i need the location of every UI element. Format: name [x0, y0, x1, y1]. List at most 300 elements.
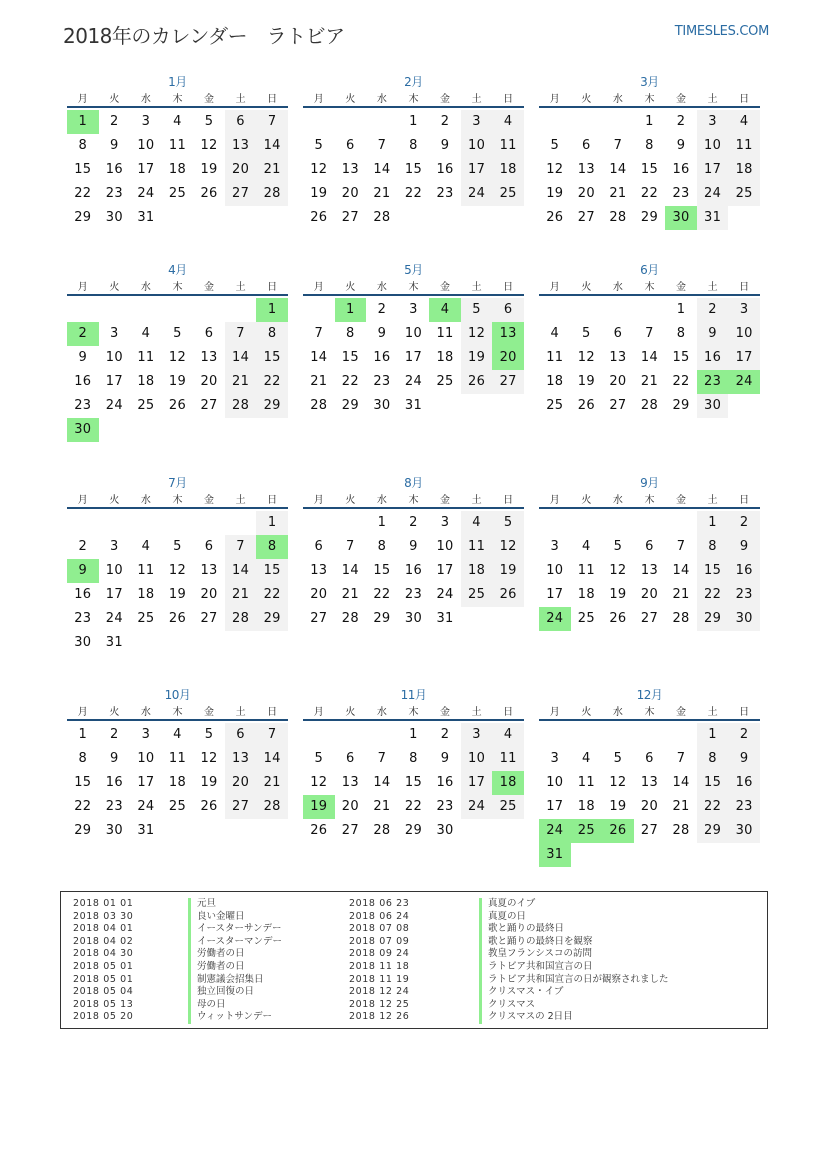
holiday-name: 良い金曜日 [188, 911, 282, 924]
weekday-label: 水 [376, 495, 387, 506]
weekday-label: 金 [676, 495, 687, 506]
day-cell: 22 [74, 799, 92, 814]
weekday-label: 木 [408, 495, 419, 506]
day-blank [539, 511, 571, 535]
day-cell: 19 [577, 374, 595, 389]
day-cell-holiday: 24 [539, 819, 571, 843]
day-cell: 31 [105, 635, 123, 650]
day-cell: 19 [200, 775, 218, 790]
day-cell: 21 [672, 799, 690, 814]
day-cell: 8 [697, 747, 729, 771]
weekday-label: 月 [77, 282, 88, 293]
day-cell: 21 [310, 374, 328, 389]
day-cell: 28 [640, 398, 659, 413]
day-cell: 20 [225, 158, 257, 182]
day-cell: 31 [137, 823, 155, 838]
day-cell: 24 [461, 182, 493, 206]
day-cell: 26 [310, 210, 328, 225]
day-cell: 8 [676, 326, 686, 341]
day-cell: 19 [546, 186, 564, 201]
holiday-name: 教皇フランシスコの訪問 [479, 948, 669, 961]
day-cell: 28 [310, 398, 328, 413]
day-cell: 20 [341, 186, 359, 201]
day-cell: 8 [377, 539, 387, 554]
day-grid [67, 511, 288, 655]
day-blank [67, 511, 99, 535]
weekday-label: 火 [581, 282, 592, 293]
day-cell: 29 [256, 394, 288, 418]
day-cell-holiday: 26 [602, 819, 634, 843]
day-cell: 3 [110, 539, 119, 554]
holiday-name: 労働者の日 [188, 948, 282, 961]
day-blank [571, 511, 603, 535]
day-cell: 25 [546, 398, 564, 413]
holiday-date: 2018 05 20 [73, 1011, 134, 1023]
weekday-label: 火 [109, 495, 120, 506]
month-name: 12月 [636, 688, 663, 702]
day-cell: 22 [672, 374, 690, 389]
holiday-date: 2018 09 24 [349, 948, 410, 960]
day-cell: 17 [137, 162, 155, 177]
day-cell: 29 [74, 823, 92, 838]
weekday-label: 土 [471, 495, 482, 506]
day-blank [665, 511, 697, 535]
day-cell-holiday: 19 [303, 795, 335, 819]
day-cell: 9 [377, 326, 387, 341]
day-cell: 22 [373, 587, 391, 602]
day-cell: 11 [137, 563, 155, 578]
weekday-label: 月 [313, 495, 324, 506]
day-cell: 11 [577, 563, 595, 578]
day-cell: 19 [609, 799, 627, 814]
weekday-label: 金 [204, 94, 215, 105]
day-cell: 11 [168, 138, 187, 153]
day-cell: 20 [200, 374, 218, 389]
day-cell: 17 [546, 799, 564, 814]
holiday-name: 独立回復の日 [188, 986, 282, 999]
day-cell: 2 [110, 727, 119, 742]
day-cell: 3 [728, 298, 760, 322]
day-grid [67, 110, 288, 230]
month-block [539, 473, 760, 631]
day-cell: 26 [546, 210, 564, 225]
day-cell: 28 [373, 210, 391, 225]
day-cell: 15 [404, 162, 423, 177]
holiday-names-column-2 [479, 898, 669, 1024]
month-name: 6月 [640, 263, 659, 277]
day-cell: 15 [256, 346, 288, 370]
day-cell: 18 [577, 799, 595, 814]
day-cell-holiday: 13 [492, 322, 524, 346]
holiday-date: 2018 12 24 [349, 986, 410, 998]
day-cell: 7 [645, 326, 654, 341]
day-cell: 25 [492, 182, 524, 206]
month-block [67, 685, 288, 843]
holiday-name: ウィットサンデー [188, 1011, 282, 1024]
day-cell: 16 [373, 350, 391, 365]
day-cell: 20 [200, 587, 218, 602]
day-cell: 9 [440, 138, 450, 153]
day-cell: 10 [697, 134, 729, 158]
weekday-label: 金 [676, 282, 687, 293]
day-grid [539, 511, 760, 631]
day-cell: 10 [105, 563, 123, 578]
day-cell: 28 [225, 394, 257, 418]
day-cell: 7 [676, 539, 686, 554]
day-cell: 15 [640, 162, 659, 177]
weekday-label: 金 [440, 94, 451, 105]
weekday-label: 木 [644, 94, 655, 105]
holiday-date: 2018 05 13 [73, 998, 134, 1010]
day-cell: 7 [225, 322, 257, 346]
weekday-label: 火 [345, 495, 356, 506]
weekday-label: 月 [77, 495, 88, 506]
day-cell: 7 [256, 110, 288, 134]
day-cell: 11 [137, 350, 155, 365]
day-cell: 18 [436, 350, 454, 365]
holiday-name: 労働者の日 [188, 961, 282, 974]
day-cell: 1 [409, 727, 418, 742]
day-cell: 15 [74, 775, 92, 790]
day-cell: 21 [672, 587, 690, 602]
day-cell: 27 [225, 182, 257, 206]
weekday-label: 金 [204, 707, 215, 718]
day-cell: 22 [74, 186, 92, 201]
weekday-label: 木 [172, 282, 183, 293]
weekday-label: 水 [376, 282, 387, 293]
weekday-label: 土 [707, 94, 718, 105]
day-cell: 2 [110, 114, 119, 129]
day-cell: 4 [141, 326, 151, 341]
day-cell: 23 [74, 398, 92, 413]
day-cell: 9 [697, 322, 729, 346]
month-name: 8月 [404, 476, 423, 490]
day-cell: 31 [137, 210, 155, 225]
day-cell: 15 [341, 350, 359, 365]
day-cell: 9 [110, 138, 119, 153]
day-cell: 8 [409, 138, 418, 153]
day-cell: 19 [609, 587, 627, 602]
weekday-label: 日 [739, 94, 750, 105]
holiday-name: ラトビア共和国宣言の日 [479, 961, 669, 974]
site-link[interactable]: TIMESLES.COM [674, 24, 769, 39]
day-cell: 27 [200, 398, 218, 413]
day-cell: 12 [200, 751, 218, 766]
day-cell: 19 [492, 559, 524, 583]
day-cell: 20 [310, 587, 328, 602]
day-cell: 25 [728, 182, 760, 206]
holiday-date: 2018 11 18 [349, 960, 410, 972]
day-blank [539, 298, 571, 322]
day-cell: 1 [256, 511, 288, 535]
weekday-label: 木 [172, 94, 183, 105]
day-cell: 12 [310, 162, 328, 177]
day-cell: 20 [640, 799, 659, 814]
day-cell: 20 [225, 771, 257, 795]
day-cell: 22 [404, 799, 423, 814]
weekday-label: 火 [345, 282, 356, 293]
weekday-label: 金 [204, 495, 215, 506]
weekday-label: 金 [440, 495, 451, 506]
day-cell: 6 [492, 298, 524, 322]
day-cell: 27 [609, 398, 627, 413]
weekday-header [67, 493, 288, 509]
day-cell: 19 [200, 162, 218, 177]
day-cell: 27 [310, 611, 328, 626]
day-cell: 18 [137, 587, 155, 602]
day-cell: 26 [310, 823, 328, 838]
holiday-names-column-1 [188, 898, 282, 1024]
day-blank [571, 110, 603, 134]
weekday-header [303, 493, 524, 509]
weekday-label: 土 [235, 495, 246, 506]
day-cell: 9 [728, 747, 760, 771]
month-name: 11月 [400, 688, 427, 702]
day-cell: 16 [74, 374, 92, 389]
day-grid [67, 298, 288, 442]
month-block [303, 685, 524, 843]
day-cell: 17 [546, 587, 564, 602]
holiday-name: 真夏のイブ [479, 898, 669, 911]
holiday-date: 2018 12 25 [349, 998, 410, 1010]
weekday-label: 木 [644, 282, 655, 293]
day-blank [99, 298, 131, 322]
day-cell: 4 [173, 114, 182, 129]
day-cell: 27 [640, 823, 659, 838]
day-blank [665, 723, 697, 747]
weekday-header [539, 705, 760, 721]
day-cell: 8 [346, 326, 355, 341]
day-cell: 29 [404, 823, 423, 838]
holiday-name: 母の日 [188, 999, 282, 1012]
month-name: 4月 [168, 263, 187, 277]
day-cell: 28 [341, 611, 359, 626]
day-cell: 5 [314, 138, 324, 153]
weekday-label: 月 [313, 707, 324, 718]
day-blank [225, 298, 257, 322]
day-cell: 5 [492, 511, 524, 535]
day-cell: 3 [550, 751, 560, 766]
day-cell: 18 [546, 374, 564, 389]
day-blank [366, 723, 398, 747]
day-blank [634, 298, 666, 322]
day-blank [67, 298, 99, 322]
holiday-name: 真夏の日 [479, 911, 669, 924]
day-cell: 11 [461, 535, 493, 559]
day-cell: 30 [105, 210, 123, 225]
day-cell: 30 [105, 823, 123, 838]
day-cell: 23 [672, 186, 690, 201]
day-cell: 24 [436, 587, 454, 602]
day-cell: 16 [728, 771, 760, 795]
weekday-label: 土 [235, 94, 246, 105]
day-cell: 13 [341, 775, 359, 790]
day-cell: 4 [582, 539, 591, 554]
day-cell: 9 [728, 535, 760, 559]
day-cell: 10 [137, 138, 155, 153]
day-cell: 4 [492, 110, 524, 134]
day-cell-holiday: 8 [256, 535, 288, 559]
day-cell-holiday: 4 [429, 298, 461, 322]
day-cell: 1 [409, 114, 418, 129]
holiday-name: 制憲議会招集日 [188, 974, 282, 987]
day-cell: 3 [461, 110, 493, 134]
holiday-dates-column-2 [349, 898, 409, 1024]
day-cell: 16 [74, 587, 92, 602]
day-cell: 26 [168, 611, 187, 626]
holiday-name: イースターマンデー [188, 936, 282, 949]
weekday-label: 木 [172, 495, 183, 506]
day-cell: 3 [461, 723, 493, 747]
day-cell: 30 [728, 607, 760, 631]
day-cell: 22 [256, 370, 288, 394]
weekday-label: 水 [140, 282, 151, 293]
holiday-date: 2018 03 30 [73, 910, 134, 922]
weekday-label: 日 [267, 495, 278, 506]
day-cell: 29 [697, 607, 729, 631]
weekday-label: 日 [503, 707, 514, 718]
day-blank [571, 298, 603, 322]
day-cell: 3 [409, 302, 418, 317]
day-cell: 11 [492, 134, 524, 158]
day-cell: 17 [461, 771, 493, 795]
day-cell: 19 [461, 346, 493, 370]
weekday-label: 土 [471, 282, 482, 293]
day-cell: 24 [137, 799, 155, 814]
day-cell-holiday: 25 [571, 819, 603, 843]
day-cell: 20 [609, 374, 627, 389]
day-cell: 12 [461, 322, 493, 346]
day-cell: 1 [697, 723, 729, 747]
day-cell: 2 [728, 723, 760, 747]
weekday-label: 水 [140, 94, 151, 105]
day-cell: 31 [404, 398, 423, 413]
holiday-name: 歌と踊りの最終日を観察 [479, 936, 669, 949]
day-cell: 15 [672, 350, 690, 365]
day-cell: 15 [404, 775, 423, 790]
day-cell: 2 [78, 539, 88, 554]
day-cell: 2 [440, 114, 450, 129]
day-cell: 2 [440, 727, 450, 742]
weekday-label: 日 [739, 495, 750, 506]
day-cell: 12 [577, 350, 595, 365]
day-cell: 30 [697, 394, 729, 418]
day-blank [602, 298, 634, 322]
month-block [539, 72, 760, 230]
day-cell: 5 [314, 751, 324, 766]
holiday-date: 2018 06 24 [349, 910, 410, 922]
day-blank [303, 298, 335, 322]
day-cell: 23 [373, 374, 391, 389]
day-cell: 26 [200, 186, 218, 201]
day-blank [335, 723, 367, 747]
day-cell: 17 [436, 563, 454, 578]
day-cell: 16 [105, 775, 123, 790]
day-cell: 3 [550, 539, 560, 554]
day-blank [303, 511, 335, 535]
weekday-label: 火 [109, 282, 120, 293]
day-cell-holiday: 2 [67, 322, 99, 346]
weekday-label: 土 [471, 707, 482, 718]
weekday-label: 金 [204, 282, 215, 293]
day-cell: 26 [492, 583, 524, 607]
day-cell-holiday: 30 [67, 418, 99, 442]
day-cell: 2 [676, 114, 686, 129]
day-cell: 28 [256, 795, 288, 819]
day-cell: 26 [168, 398, 187, 413]
day-cell: 20 [577, 186, 595, 201]
day-cell: 17 [137, 775, 155, 790]
day-cell: 27 [200, 611, 218, 626]
day-cell: 26 [577, 398, 595, 413]
day-cell: 22 [404, 186, 423, 201]
day-cell: 13 [577, 162, 595, 177]
day-cell: 11 [577, 775, 595, 790]
weekday-label: 日 [267, 282, 278, 293]
day-blank [130, 298, 162, 322]
weekday-header [539, 92, 760, 108]
day-cell: 5 [173, 539, 182, 554]
day-blank [602, 511, 634, 535]
day-cell: 17 [697, 158, 729, 182]
weekday-label: 日 [503, 94, 514, 105]
weekday-label: 月 [313, 94, 324, 105]
day-cell: 14 [225, 346, 257, 370]
day-cell-holiday: 1 [335, 298, 367, 322]
day-blank [225, 511, 257, 535]
day-cell: 29 [697, 819, 729, 843]
day-cell: 16 [697, 346, 729, 370]
day-blank [162, 298, 194, 322]
day-cell: 6 [613, 326, 623, 341]
weekday-label: 金 [676, 707, 687, 718]
day-cell: 21 [341, 587, 359, 602]
day-cell: 19 [310, 186, 328, 201]
month-name: 9月 [640, 476, 659, 490]
day-cell: 9 [676, 138, 686, 153]
day-cell: 1 [377, 515, 387, 530]
day-cell-holiday: 20 [492, 346, 524, 370]
weekday-label: 土 [235, 282, 246, 293]
day-cell: 24 [105, 611, 123, 626]
day-cell: 18 [168, 162, 187, 177]
weekday-header [539, 280, 760, 296]
weekday-label: 月 [77, 707, 88, 718]
month-block [303, 473, 524, 631]
day-cell: 4 [173, 727, 182, 742]
weekday-label: 水 [612, 94, 623, 105]
month-name: 5月 [404, 263, 423, 277]
day-cell: 3 [141, 727, 151, 742]
day-cell: 25 [492, 795, 524, 819]
day-blank [602, 723, 634, 747]
day-cell: 9 [440, 751, 450, 766]
weekday-label: 水 [612, 495, 623, 506]
weekday-label: 火 [581, 707, 592, 718]
day-cell: 19 [168, 587, 187, 602]
day-cell: 9 [110, 751, 119, 766]
day-cell: 13 [609, 350, 627, 365]
day-cell: 23 [404, 587, 423, 602]
day-cell: 4 [550, 326, 560, 341]
weekday-label: 日 [267, 94, 278, 105]
day-cell: 12 [609, 775, 627, 790]
day-cell: 6 [204, 326, 214, 341]
day-cell: 11 [492, 747, 524, 771]
day-cell: 5 [461, 298, 493, 322]
day-cell: 18 [137, 374, 155, 389]
day-cell: 6 [314, 539, 324, 554]
